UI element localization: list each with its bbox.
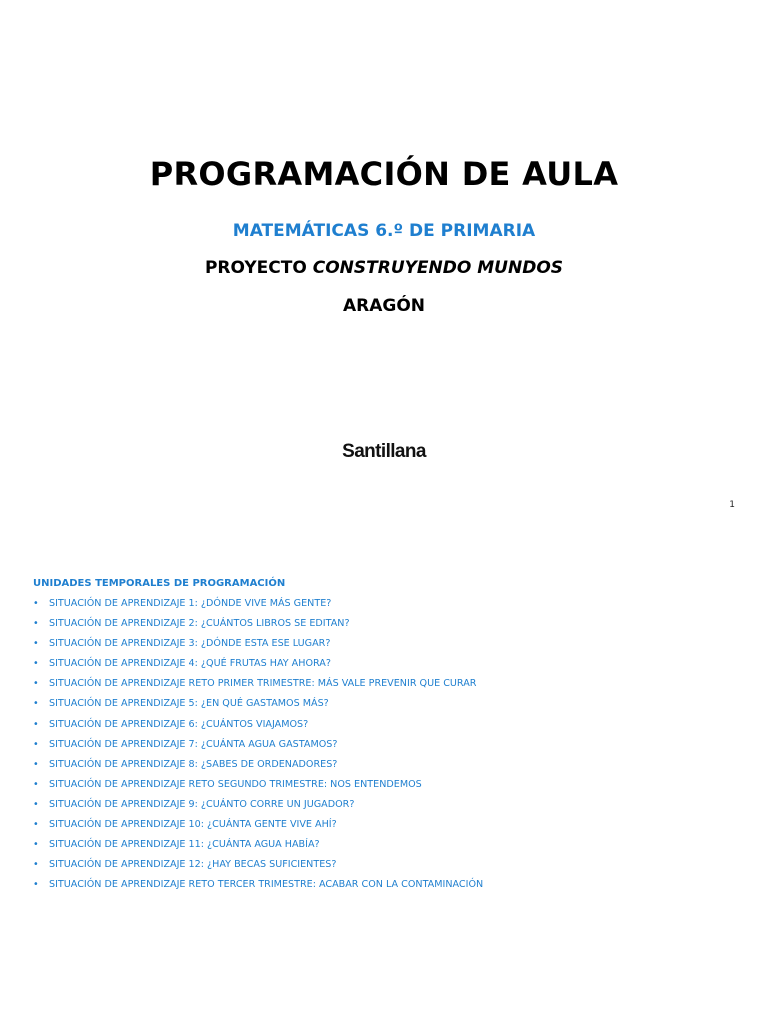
toc-link[interactable]: SITUACIÓN DE APRENDIZAJE 8: ¿SABES DE ORDENADORES?	[49, 758, 338, 770]
toc-link[interactable]: SITUACIÓN DE APRENDIZAJE 5: ¿EN QUÉ GASTAMOS MÁS?	[49, 698, 329, 710]
toc-link[interactable]: SITUACIÓN DE APRENDIZAJE 10: ¿CUÁNTA GENTE VIVE AHÍ?	[49, 819, 337, 831]
toc-link[interactable]: SITUACIÓN DE APRENDIZAJE 7: ¿CUÁNTA AGUA GASTAMOS?	[49, 738, 338, 750]
bullet-icon: •	[33, 798, 39, 810]
document-title: PROGRAMACIÓN DE AULA	[149, 155, 619, 193]
toc-link[interactable]: SITUACIÓN DE APRENDIZAJE RETO PRIMER TRIMESTRE: MÁS VALE PREVENIR QUE CURAR	[49, 678, 477, 690]
toc-item[interactable]	[33, 637, 733, 657]
toc-item[interactable]	[33, 657, 733, 677]
toc-link[interactable]: SITUACIÓN DE APRENDIZAJE 1: ¿DÓNDE VIVE MÁS GENTE?	[49, 598, 332, 609]
bullet-icon: •	[33, 778, 39, 790]
toc-item[interactable]	[33, 738, 733, 758]
bullet-icon: •	[33, 819, 39, 831]
bullet-icon: •	[33, 618, 39, 630]
project-line	[0, 258, 768, 278]
toc-link[interactable]: SITUACIÓN DE APRENDIZAJE 6: ¿CUÁNTOS VIAJAMOS?	[49, 718, 309, 730]
toc-link[interactable]: SITUACIÓN DE APRENDIZAJE 11: ¿CUÁNTA AGUA HABÍA?	[49, 839, 320, 851]
bullet-icon: •	[33, 738, 39, 750]
toc-item[interactable]	[33, 878, 733, 898]
bullet-icon: •	[33, 678, 39, 690]
project-prefix: PROYECTO	[204, 258, 313, 278]
bullet-icon: •	[33, 718, 39, 730]
toc-link[interactable]: SITUACIÓN DE APRENDIZAJE 12: ¿HAY BECAS SUFICIENTES?	[49, 859, 337, 871]
table-of-contents	[33, 577, 733, 898]
toc-heading: UNIDADES TEMPORALES DE PROGRAMACIÓN	[33, 578, 286, 589]
toc-link[interactable]: SITUACIÓN DE APRENDIZAJE 9: ¿CUÁNTO CORRE UN JUGADOR?	[49, 798, 355, 810]
bullet-icon: •	[33, 879, 39, 891]
bullet-icon: •	[33, 698, 39, 710]
bullet-icon: •	[33, 658, 39, 670]
bullet-icon: •	[33, 638, 39, 650]
publisher-logo: Santillana	[342, 441, 426, 462]
toc-item[interactable]	[33, 697, 733, 717]
toc-item[interactable]	[33, 798, 733, 818]
bullet-icon: •	[33, 839, 39, 851]
subject-subtitle: MATEMÁTICAS 6.º DE PRIMARIA	[232, 221, 536, 241]
bullet-icon: •	[33, 598, 39, 609]
toc-link[interactable]: SITUACIÓN DE APRENDIZAJE 4: ¿QUÉ FRUTAS HAY AHORA?	[49, 658, 331, 670]
project-name: CONSTRUYENDO MUNDOS	[312, 258, 564, 278]
toc-item[interactable]	[33, 858, 733, 878]
toc-list	[33, 597, 733, 898]
toc-item[interactable]	[33, 818, 733, 838]
bullet-icon: •	[33, 758, 39, 770]
toc-item[interactable]	[33, 677, 733, 697]
toc-link[interactable]: SITUACIÓN DE APRENDIZAJE 2: ¿CUÁNTOS LIBROS SE EDITAN?	[49, 618, 350, 630]
toc-link[interactable]: SITUACIÓN DE APRENDIZAJE RETO SEGUNDO TRIMESTRE: NOS ENTENDEMOS	[49, 778, 422, 790]
toc-item[interactable]	[33, 718, 733, 738]
toc-item[interactable]	[33, 617, 733, 637]
toc-item[interactable]	[33, 758, 733, 778]
page-number: 1	[729, 500, 735, 510]
region-label: ARAGÓN	[342, 296, 426, 316]
toc-item[interactable]	[33, 597, 733, 617]
bullet-icon: •	[33, 859, 39, 871]
toc-link[interactable]: SITUACIÓN DE APRENDIZAJE RETO TERCER TRIMESTRE: ACABAR CON LA CONTAMINACIÓN	[49, 879, 484, 891]
toc-link[interactable]: SITUACIÓN DE APRENDIZAJE 3: ¿DÓNDE ESTA ESE LUGAR?	[49, 638, 331, 650]
toc-item[interactable]	[33, 778, 733, 798]
toc-item[interactable]	[33, 838, 733, 858]
